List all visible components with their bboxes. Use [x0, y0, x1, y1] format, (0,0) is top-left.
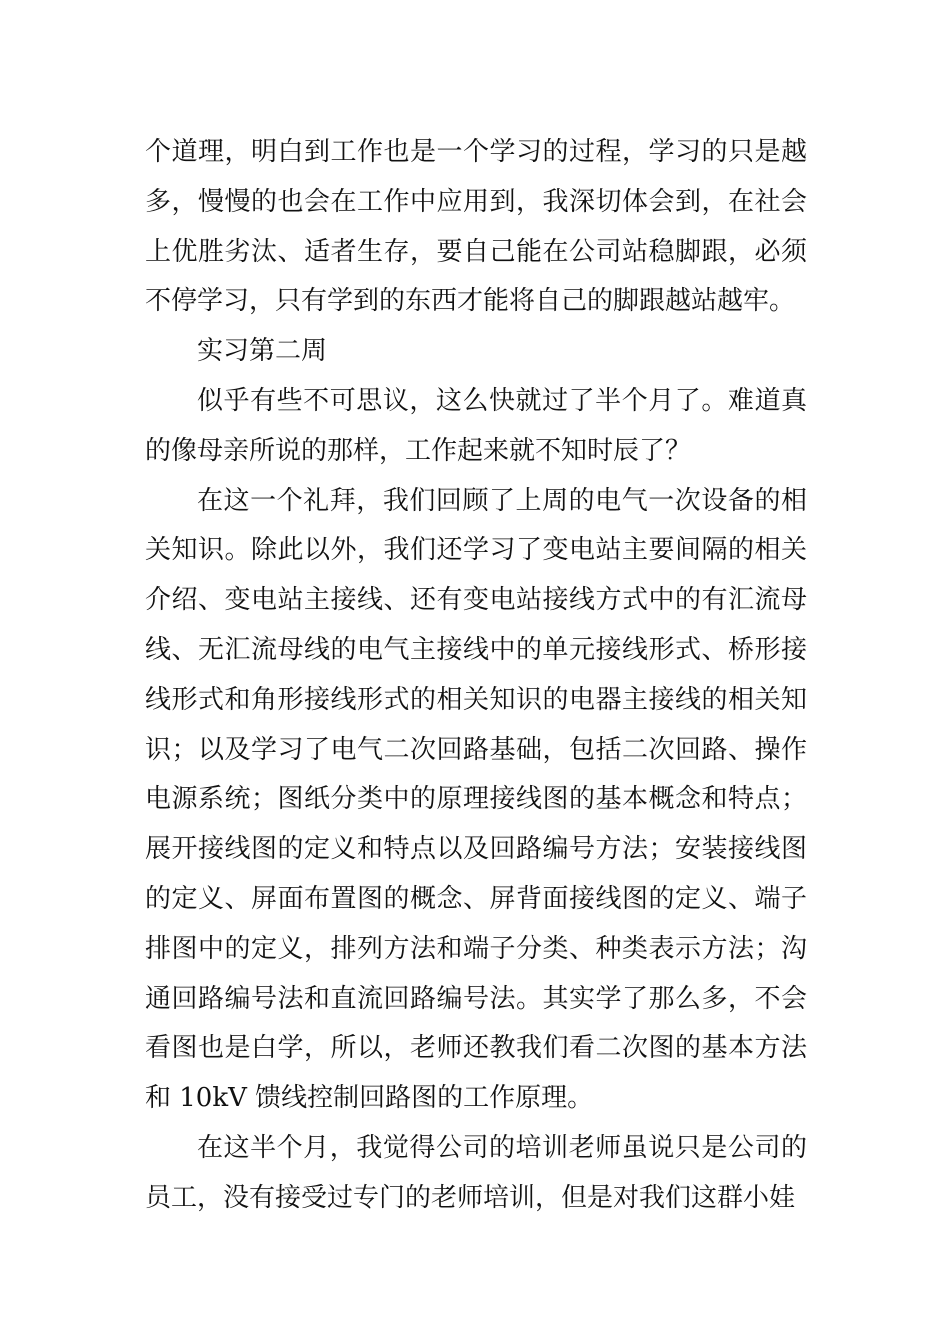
body-text	[145, 128, 807, 1224]
paragraph-4: 在这半个月，我觉得公司的培训老师虽说只是公司的员工，没有接受过专门的老师培训，但是对我们这群小娃	[145, 1132, 807, 1213]
paragraph-2: 似乎有些不可思议，这么快就过了半个月了。难道真的像母亲所说的那样，工作起来就不知时辰了？	[145, 385, 807, 466]
paragraph-3: 在这一个礼拜，我们回顾了上周的电气一次设备的相关知识。除此以外，我们还学习了变电站主要间隔的相关介绍、变电站主接线、还有变电站接线方式中的有汇流母线、无汇流母线的电气主接线中的单元接线形式、桥形接线形式和角形接线形式的相关知识的电器主接线的相关知识；以及学习了电气二次回路基础，包括二次回路、操作电源系统；图纸分类中的原理接线图的基本概念和特点；展开接线图的定义和特点以及回路编号方法；安装接线图的定义、屏面布置图的概念、屏背面接线图的定义、端子排图中的定义，排列方法和端子分类、种类表示方法；沟通回路编号法和直流回路编号法。其实学了那么多，不会看图也是白学，所以，老师还教我们看二次图的基本方法和 10kV 馈线控制回路图的工作原理。	[145, 485, 807, 1114]
section-heading: 实习第二周	[197, 336, 328, 367]
paragraph-1: 个道理，明白到工作也是一个学习的过程，学习的只是越多，慢慢的也会在工作中应用到，我深切体会到，在社会上优胜劣汰、适者生存，要自己能在公司站稳脚跟，必须不停学习，只有学到的东西才能将自己的脚跟越站越牢。	[145, 137, 807, 317]
